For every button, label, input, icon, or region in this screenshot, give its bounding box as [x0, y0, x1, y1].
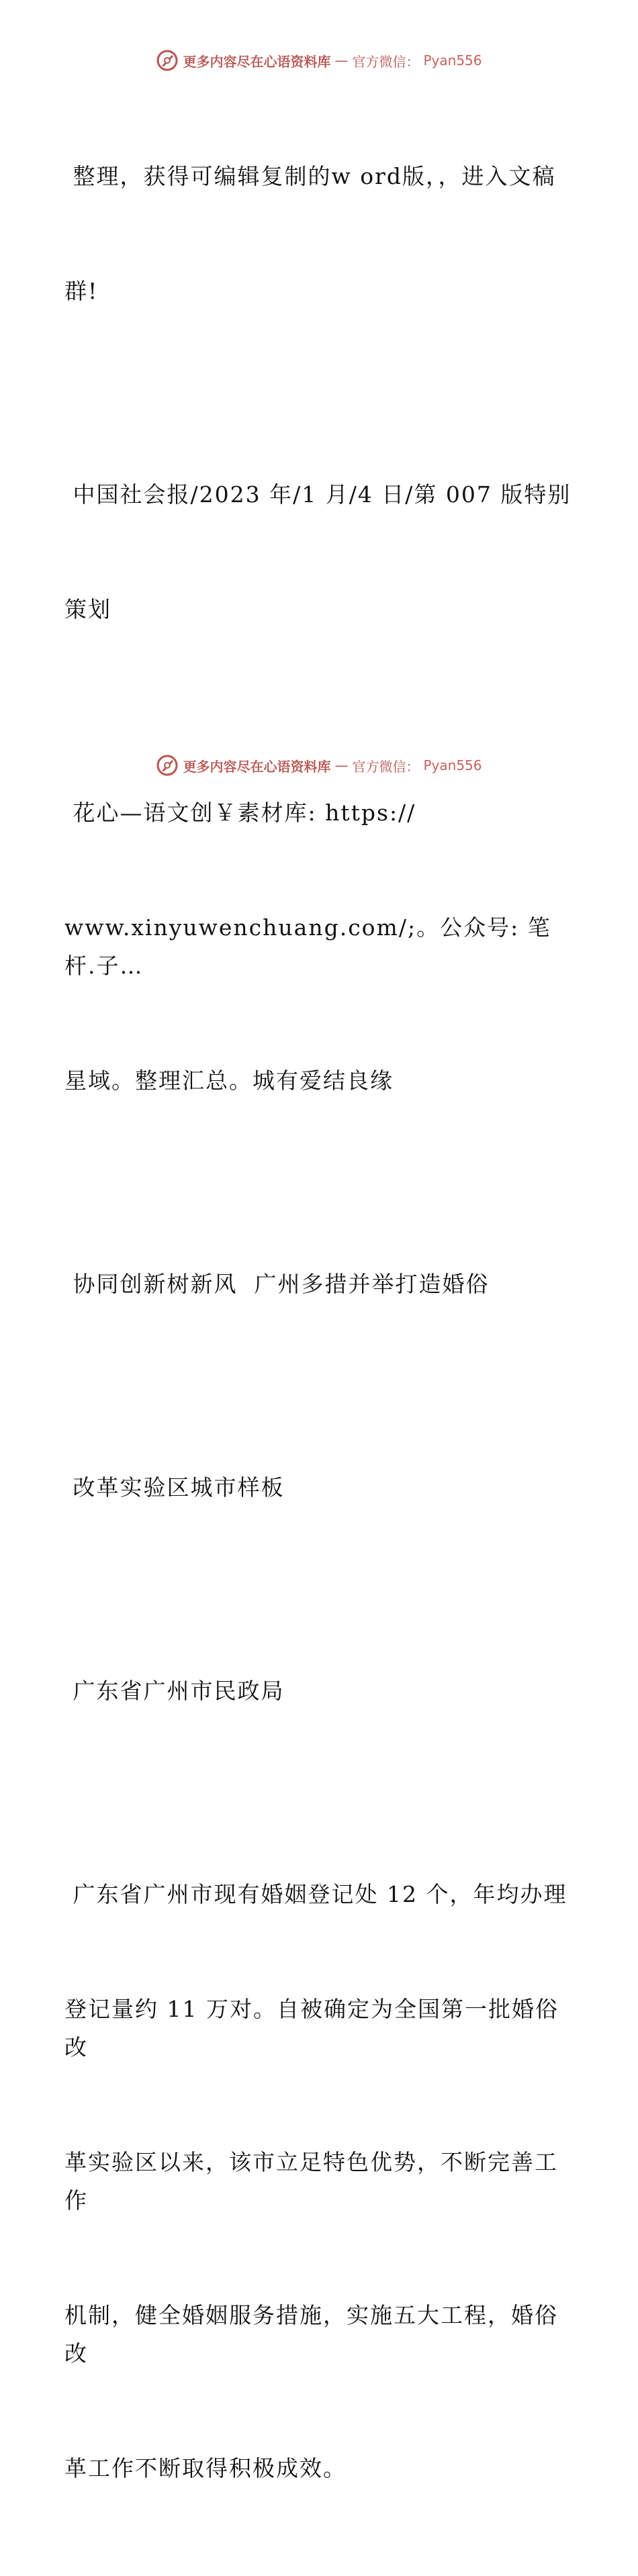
quill-logo-icon — [156, 49, 179, 72]
text-line: 革实验区以来，该市立足特色优势，不断完善工作 — [64, 2149, 558, 2213]
footer-banner — [0, 751, 638, 780]
text-line: 花心—语文创￥素材库: https:// — [64, 800, 416, 826]
document-body — [64, 81, 575, 2576]
text-line: 策划 — [64, 596, 111, 622]
text-line: 革工作不断取得积极成效。 — [64, 2455, 347, 2481]
quill-logo-icon — [156, 754, 179, 777]
text-line: 中国社会报/2023 年/1 月/4 日/第 007 版特别 — [64, 481, 572, 508]
paragraph — [64, 399, 575, 705]
paragraph — [64, 1392, 575, 1583]
banner-wechat-id: Pyan556 — [423, 757, 482, 773]
banner-wechat-id: Pyan556 — [423, 52, 482, 68]
text-line: 星域。整理汇总。城有爱结良缘 — [64, 1067, 394, 1094]
banner-official-label: 官方微信： — [352, 758, 420, 775]
banner-separator: — — [334, 52, 349, 68]
paragraph — [64, 81, 575, 387]
paragraph — [64, 1799, 575, 2564]
banner-separator: — — [334, 757, 349, 773]
text-line: 群! — [64, 278, 99, 304]
paragraph — [64, 1595, 575, 1786]
text-line: 改革实验区城市样板 — [64, 1474, 285, 1500]
header-banner — [0, 46, 638, 75]
text-line: 广东省广州市现有婚姻登记处 12 个，年均办理 — [64, 1881, 567, 1907]
paragraph — [64, 717, 575, 1176]
banner-title: 更多内容尽在心语资料库 — [183, 53, 331, 70]
text-line: www.xinyuwenchuang.com/;。公众号: 笔杆.子… — [64, 914, 551, 979]
banner-official-label: 官方微信： — [352, 53, 420, 70]
text-line: 协同创新树新风 广州多措并举打造婚俗 — [64, 1271, 490, 1297]
banner-title: 更多内容尽在心语资料库 — [183, 758, 331, 775]
text-line: 广东省广州市民政局 — [64, 1678, 285, 1704]
text-line: 登记量约 11 万对。自被确定为全国第一批婚俗改 — [64, 1996, 559, 2060]
text-line: 机制，健全婚姻服务措施，实施五大工程，婚俗改 — [64, 2302, 558, 2367]
text-line: 整理，获得可编辑复制的w ord版，，进入文稿 — [64, 163, 556, 189]
paragraph — [64, 1188, 575, 1380]
